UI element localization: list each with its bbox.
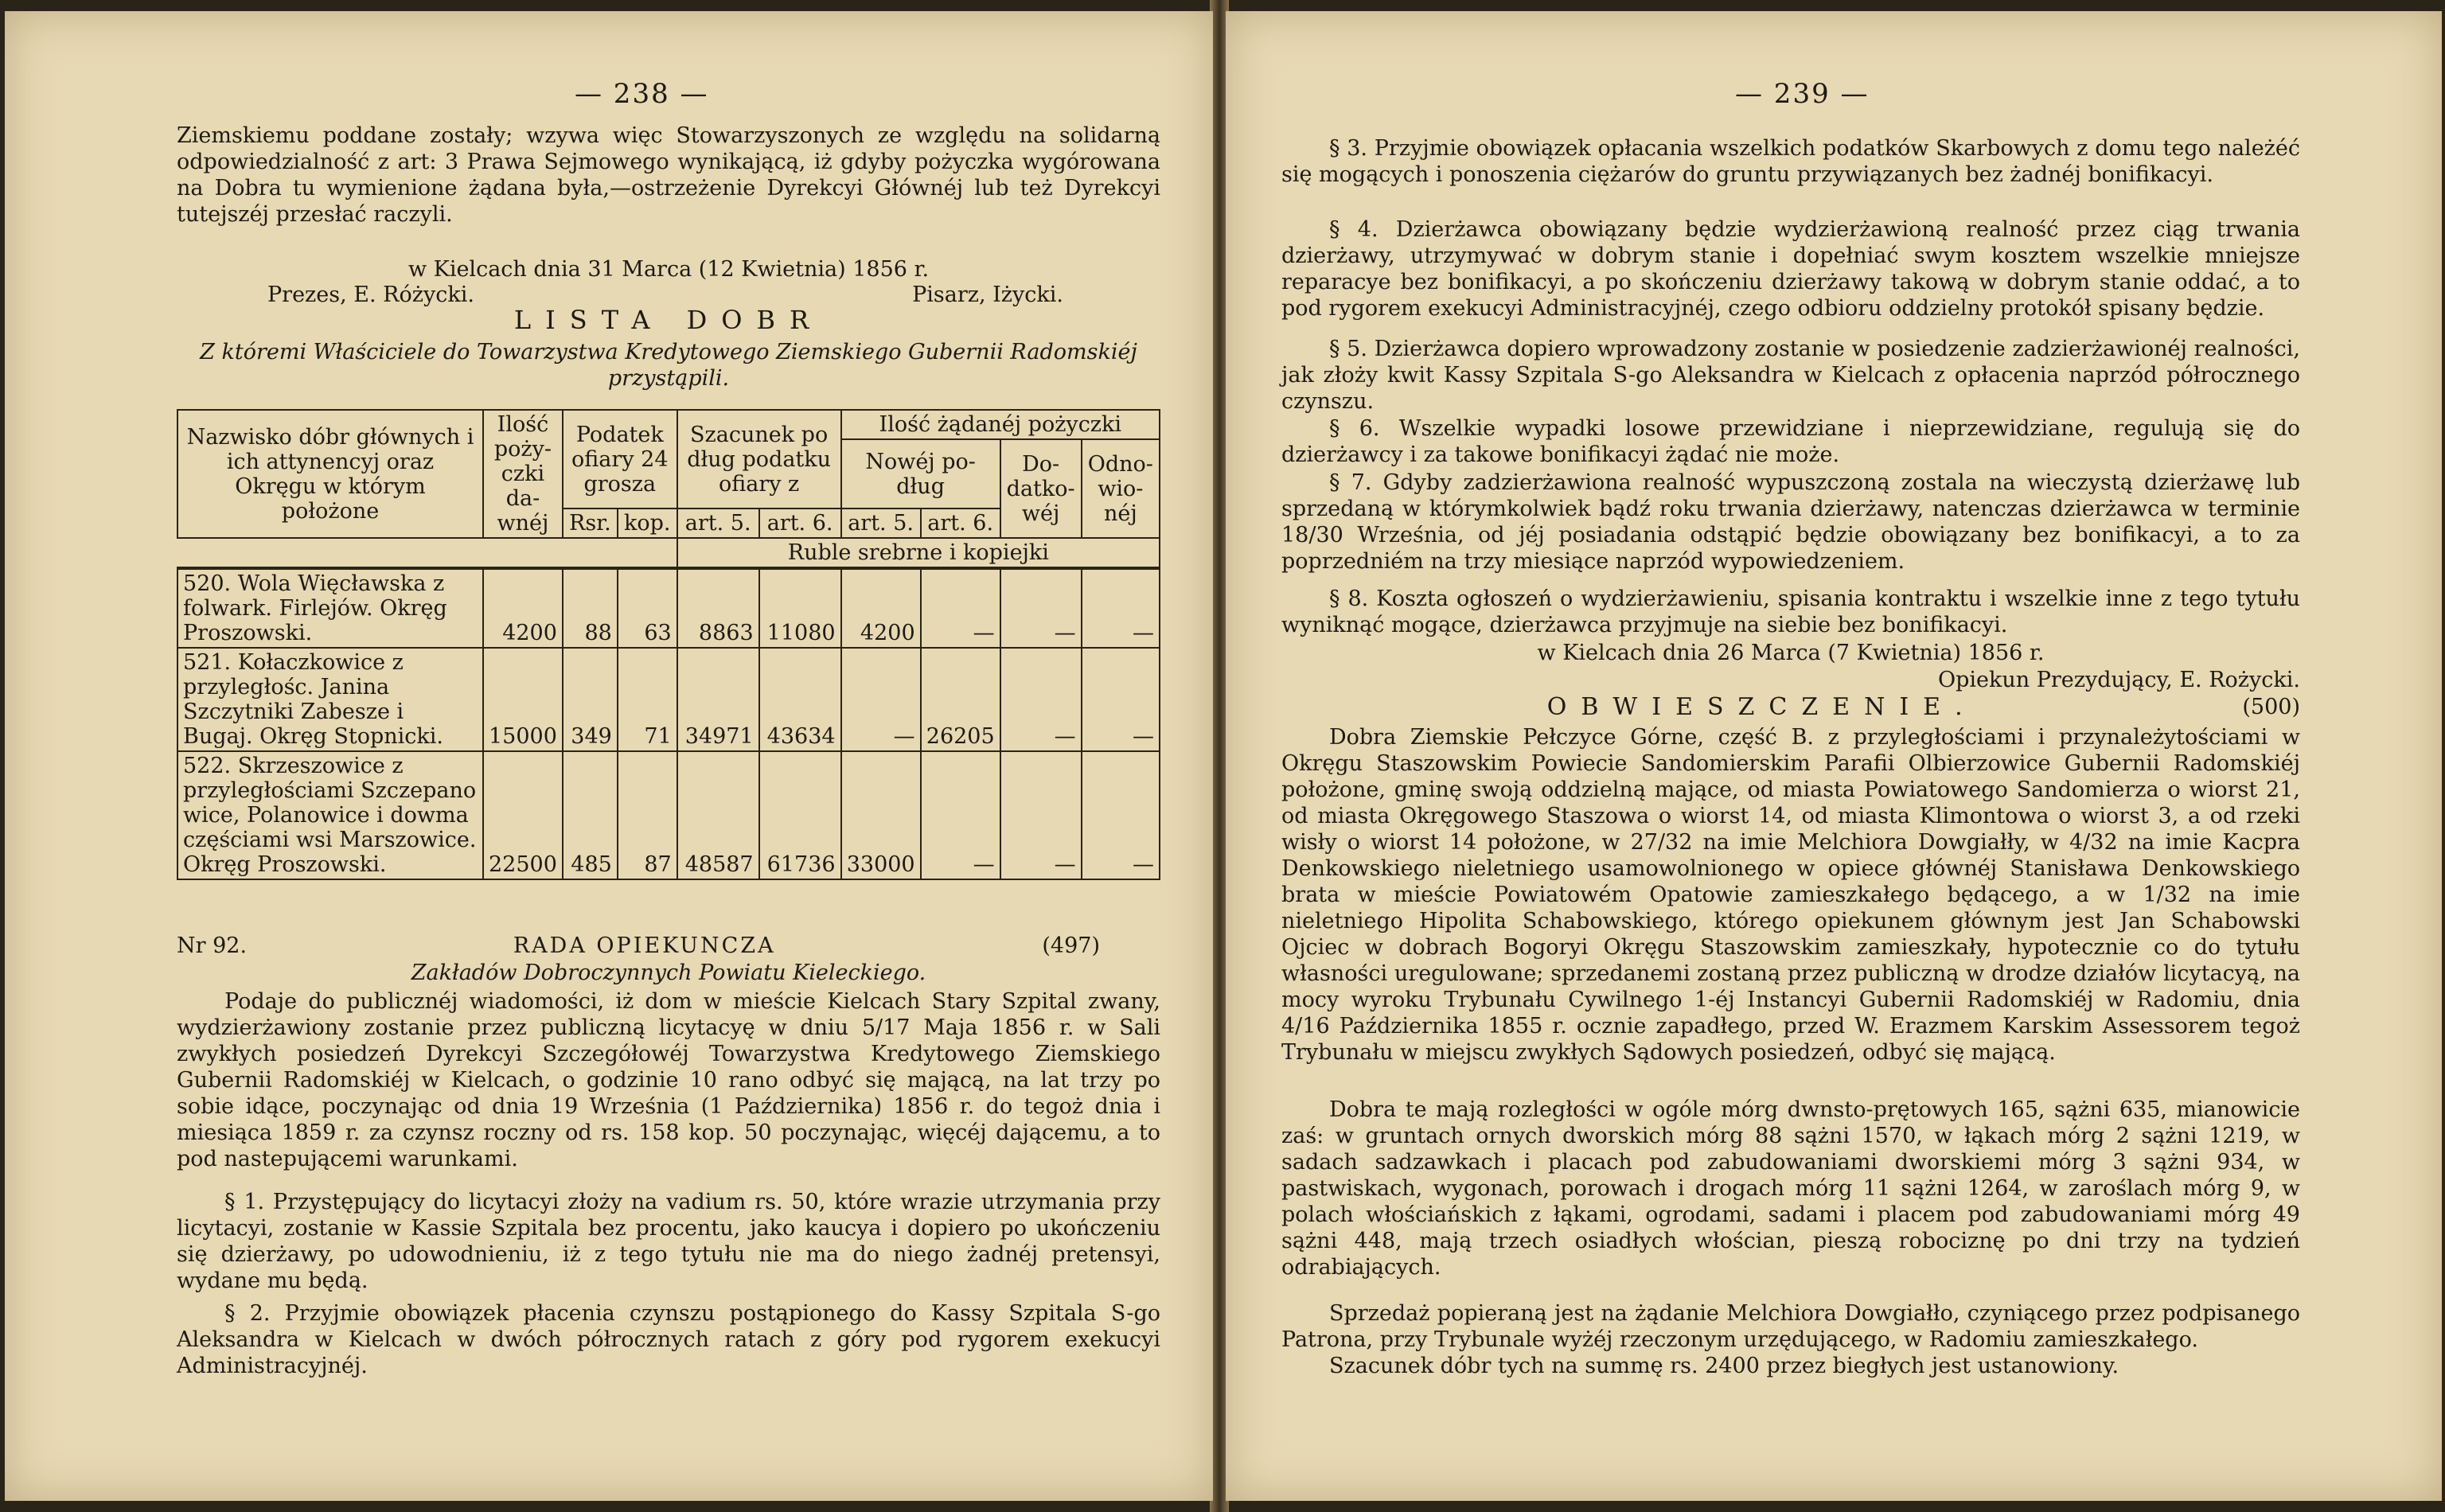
announcement-header [1281,694,2300,720]
cell-rsr: 485 [563,751,618,879]
cell-ren: — [1082,568,1160,648]
president-signature: Prezes, E. Różycki. [267,283,474,307]
announcement-paragraph-4: Szacunek dóbr tych na summę rs. 2400 przez biegłych jest ustanowiony. [1329,1354,2119,1378]
cell-n6: — [921,751,1000,879]
cell-e6: 61736 [759,751,841,879]
table-body [177,568,1160,879]
table-row [177,568,1160,648]
cell-qty: 22500 [483,751,563,879]
announcement-ref: (500) [2242,695,2300,719]
cell-qty: 15000 [483,648,563,751]
cell-rsr: 349 [563,648,618,751]
paragraph-8: § 8. Koszta ogłoszeń o wydzierżawieniu, spisania kontraktu i wszelkie inne z tego tytułu wyniknąć mogące, dzierżawca przyjmuje na siebie bez bonifikacyi. [1281,586,2300,637]
col-header-renewed: Odno-wio-néj [1082,439,1160,538]
intro-paragraph: Ziemskiemu poddane zostały; wzywa więc Stowarzyszonych ze względu na solidarną odpowiedzialność z art: 3 Prawa Sejmowego wynikającą, iż gdyby pożyczka wygórowana na Dobra tu wymienione żądana była,—ostrzeżenie Dyrekcyi Głównéj lub też Dyrekcyi tutejszéj przesłać raczyli. [177,123,1160,227]
estate-name: 522. Skrzeszowice z przyległościami Szczepano wice, Polanowice i dowma częściami wsi Marszowice. Okręg Proszowski. [177,751,483,879]
cell-n5: — [841,648,921,751]
col-header-loan: Ilość żądanéj pożyczki [841,410,1160,439]
col-header-est-6: art. 6. [759,509,841,538]
col-header-tax-kop: kop. [618,509,677,538]
table-row [177,751,1160,879]
paragraph-6: § 6. Wszelkie wypadki losowe przewidziane i nieprzewidziane, regulują się do dzierżawcy i za takowe bonifikacyi żądać nie może. [1281,416,2300,467]
notice-number: Nr 92. [177,933,248,958]
announcement-paragraph-1: Dobra Ziemskie Pełczyce Górne, część B. z przyległościami i przynależytościami w Okręgu Staszowskim Powiecie Sandomierskim Parafii Olbierzowice Gubernii Radomskiéj położone, gminę swoją oddzielną mające, od miasta Powiatowego Sandomierza o wiorst 21, od miasta Okręgowego Staszowa o wiorst 14, od miasta Klimontowa o wiorst 3, a od rzeki wisły o wiorst 14 położone, w 27/32 na imie Melchiora Dowgiałły, w 4/32 na imie Kacpra Denkowskiego nieletniego usamowolnionego w opiece głównéj Stanisława Denkowskiego brata w mieście Powiatowém Opatowie zamieszkałego będącego, a w 1/32 na imie nieletniego Hipolita Schabowskiego, którego opiekunem głównym jest Jan Schabowski Ojciec w dobrach Bogoryi Okręgu Staszowskim zamieszkały, hypotecznie co do tytułu własności uregulowane; sprzedanemi zostaną przez publiczną w drodze działów licytacyą, na mocy wyroku Trybunału Cywilnego 1-éj Instancyi Gubernii Radomskiéj w Radomiu, dnia 4/16 Października 1855 r. ocznie zapadłego, przed W. Erazmem Karskim Assessorem tegoż Trybunału w miejscu zwykłych Sądowych posiedzeń, odbyć się mającą. [1281,725,2300,1065]
list-subheading: Z któremi Właściciele do Towarzystwa Kredytowego Ziemskiego Gubernii Radomskiéj przystąpili. [200,340,1137,391]
page-number: — 238 — [575,78,709,110]
cell-kop: 87 [618,751,677,879]
cell-ren: — [1082,751,1160,879]
cell-rsr: 88 [563,568,618,648]
notice-subtitle: Zakładów Dobroczynnych Powiatu Kieleckiego. [411,961,926,985]
cell-n5: 4200 [841,568,921,648]
cell-ren: — [1082,648,1160,751]
cell-e5: 34971 [677,648,759,751]
estate-name: 520. Wola Więcławska z folwark. Firlejów. Okręg Proszowski. [177,568,483,648]
cell-kop: 63 [618,568,677,648]
cell-add: — [1000,568,1082,648]
col-header-estimate: Szacunek po dług podatku ofiary z [677,410,841,509]
guardian-signature: Opiekun Prezydujący, E. Rożycki. [1937,668,2300,692]
date-line: w Kielcach dnia 31 Marca (12 Kwietnia) 1856 r. [408,257,930,282]
cell-e6: 43634 [759,648,841,751]
table-row [177,648,1160,751]
notice-paragraph-3: § 2. Przyjmie obowiązek płacenia czynszu postąpionego do Kassy Szpitala S-go Aleksandra w Kielcach w dwóch półrocznych ratach z góry pod rygorem exekucyi Administracyjnéj. [177,1301,1160,1378]
col-header-tax: Podatek ofiary 24 grosza [563,410,677,509]
cell-n5: 33000 [841,751,921,879]
left-page [5,11,1213,1501]
right-page [1226,11,2442,1501]
estates-table [177,409,1160,880]
notice-paragraph-1: Podaje do publicznéj wiadomości, iż dom w mieście Kielcach Stary Szpital zwany, wydzierżawiony zostanie przez publiczną licytacyę w dniu 5/17 Maja 1856 r. w Sali zwykłych posiedzeń Dyrekcyi Szczegółowéj Towarzystwa Kredytowego Ziemskiego Gubernii Radomskiéj w Kielcach, o godzinie 10 rano odbyć się mającą, na lat trzy po sobie idące, poczynając od dnia 19 Września (1 Października) 1856 r. do tegoż dnia i miesiąca 1859 r. za czynsz roczny od rs. 158 kop. 50 poczynając, więcéj dającemu, a to pod nastepującemi warunkami. [177,989,1160,1171]
col-header-tax-rsr: Rsr. [563,509,618,538]
col-header-new-5: art. 5. [841,509,921,538]
notice-title: RADA OPIEKUNCZA [513,933,776,958]
currency-note: Ruble srebrne i kopiejki [677,538,1160,568]
secretary-signature: Pisarz, Iżycki. [912,283,1063,307]
col-header-qty: Ilość poży-czki da-wnéj [483,410,563,538]
cell-n6: — [921,568,1000,648]
col-header-additional: Do-datko-wéj [1000,439,1082,538]
cell-e6: 11080 [759,568,841,648]
announcement-paragraph-2: Dobra te mają rozległości w ogóle mórg dwnsto-prętowych 165, sążni 635, mianowicie zaś: w gruntach ornych dworskich mórg 88 sążni 1570, w łąkach mórg 2 sążni 1219, w sadach sadzawkach i placach pod zabudowaniami dworskiemi mórg 3 sążni 934, w pastwiskach, wygonach, porowach i drogach mórg 11 sążni 1264, w zaroślach mórg 9, w polach włościańskich z łąkami, ogrodami, sadami i placem pod zabudowaniami mórg 49 sążni 448, mają trzech osiadłych włościan, pieszą robociznę po dni trzy na tydzień odrabiających. [1281,1097,2300,1280]
cell-e5: 8863 [677,568,759,648]
cell-n6: 26205 [921,648,1000,751]
estate-name: 521. Kołaczkowice z przyległośc. Janina Szczytniki Zabesze i Bugaj. Okręg Stopnicki. [177,648,483,751]
cell-qty: 4200 [483,568,563,648]
notice-header [177,933,1100,959]
announcement-title: OBWIESZCZENIE. [1546,693,1977,721]
paragraph-5: § 5. Dzierżawca dopiero wprowadzony zostanie w posiedzenie zadzierżawionéj realności, jak złoży kwit Kassy Szpitala S-go Aleksandra w Kielcach z opłacenia naprzód półrocznego czynszu. [1281,337,2300,414]
cell-e5: 48587 [677,751,759,879]
cell-kop: 71 [618,648,677,751]
list-heading: LISTA DOBR [513,305,824,335]
col-header-new-6: art. 6. [921,509,1000,538]
notice-paragraph-2: § 1. Przystępujący do licytacyi złoży na vadium rs. 50, które wrazie utrzymania przy licytacyi, zostanie w Kassie Szpitala bez procentu, jako kaucya i dopiero po ukończeniu się dzierżawy, po udowodnieniu, iż z tego tytułu nie ma do niego żadnéj pretensyi, wydane mu będą. [177,1190,1160,1293]
cell-add: — [1000,751,1082,879]
col-header-est-5: art. 5. [677,509,759,538]
paragraph-7: § 7. Gdyby zadzierżawiona realność wypuszczoną zostala na wieczystą dzierżawę lub sprzedaną w którymkolwiek bądź roku trwania dzierżawy, natenczas dzierżawca w terminie 18/30 Września, od jéj posiadania odstąpić będzie obowiązany bez bonifikacyi, a to za poprzedniém na trzy miesiące naprzód wypowiedzeniem. [1281,470,2300,574]
cell-add: — [1000,648,1082,751]
announcement-paragraph-3: Sprzedaż popieraną jest na żądanie Melchiora Dowgiałło, czyniącego przez podpisanego Patrona, przy Trybunale wyżéj rzeczonym urzędującego, w Radomiu zamieszkałego. [1281,1301,2300,1352]
paragraph-4: § 4. Dzierżawca obowiązany będzie wydzierżawioną realność przez ciąg trwania dzierżawy, utrzymywać w dobrym stanie i dopełniać swym kosztem wszelkie mniejsze reparacye bez bonifikacyi, a po skończeniu dzierżawy takową w dobrym stanie oddać, a to pod rygorem exekucyi Administracyjnéj, czego odbioru oddzielny protokół spisany będzie. [1281,217,2300,321]
col-header-new: Nowéj po-dług [841,439,1000,509]
paragraph-3: § 3. Przyjmie obowiązek opłacania wszelkich podatków Skarbowych z domu tego należéć się mogących i ponoszenia ciężarów do gruntu przywiązanych bez żadnéj bonifikacyi. [1281,136,2300,187]
date-line: w Kielcach dnia 26 Marca (7 Kwietnia) 1856 r. [1537,641,2045,665]
col-header-name: Nazwisko dóbr głównych i ich attynencyj oraz Okręgu w którym położone [177,410,483,538]
notice-ref: (497) [1042,933,1100,958]
page-number: — 239 — [1735,78,1870,110]
